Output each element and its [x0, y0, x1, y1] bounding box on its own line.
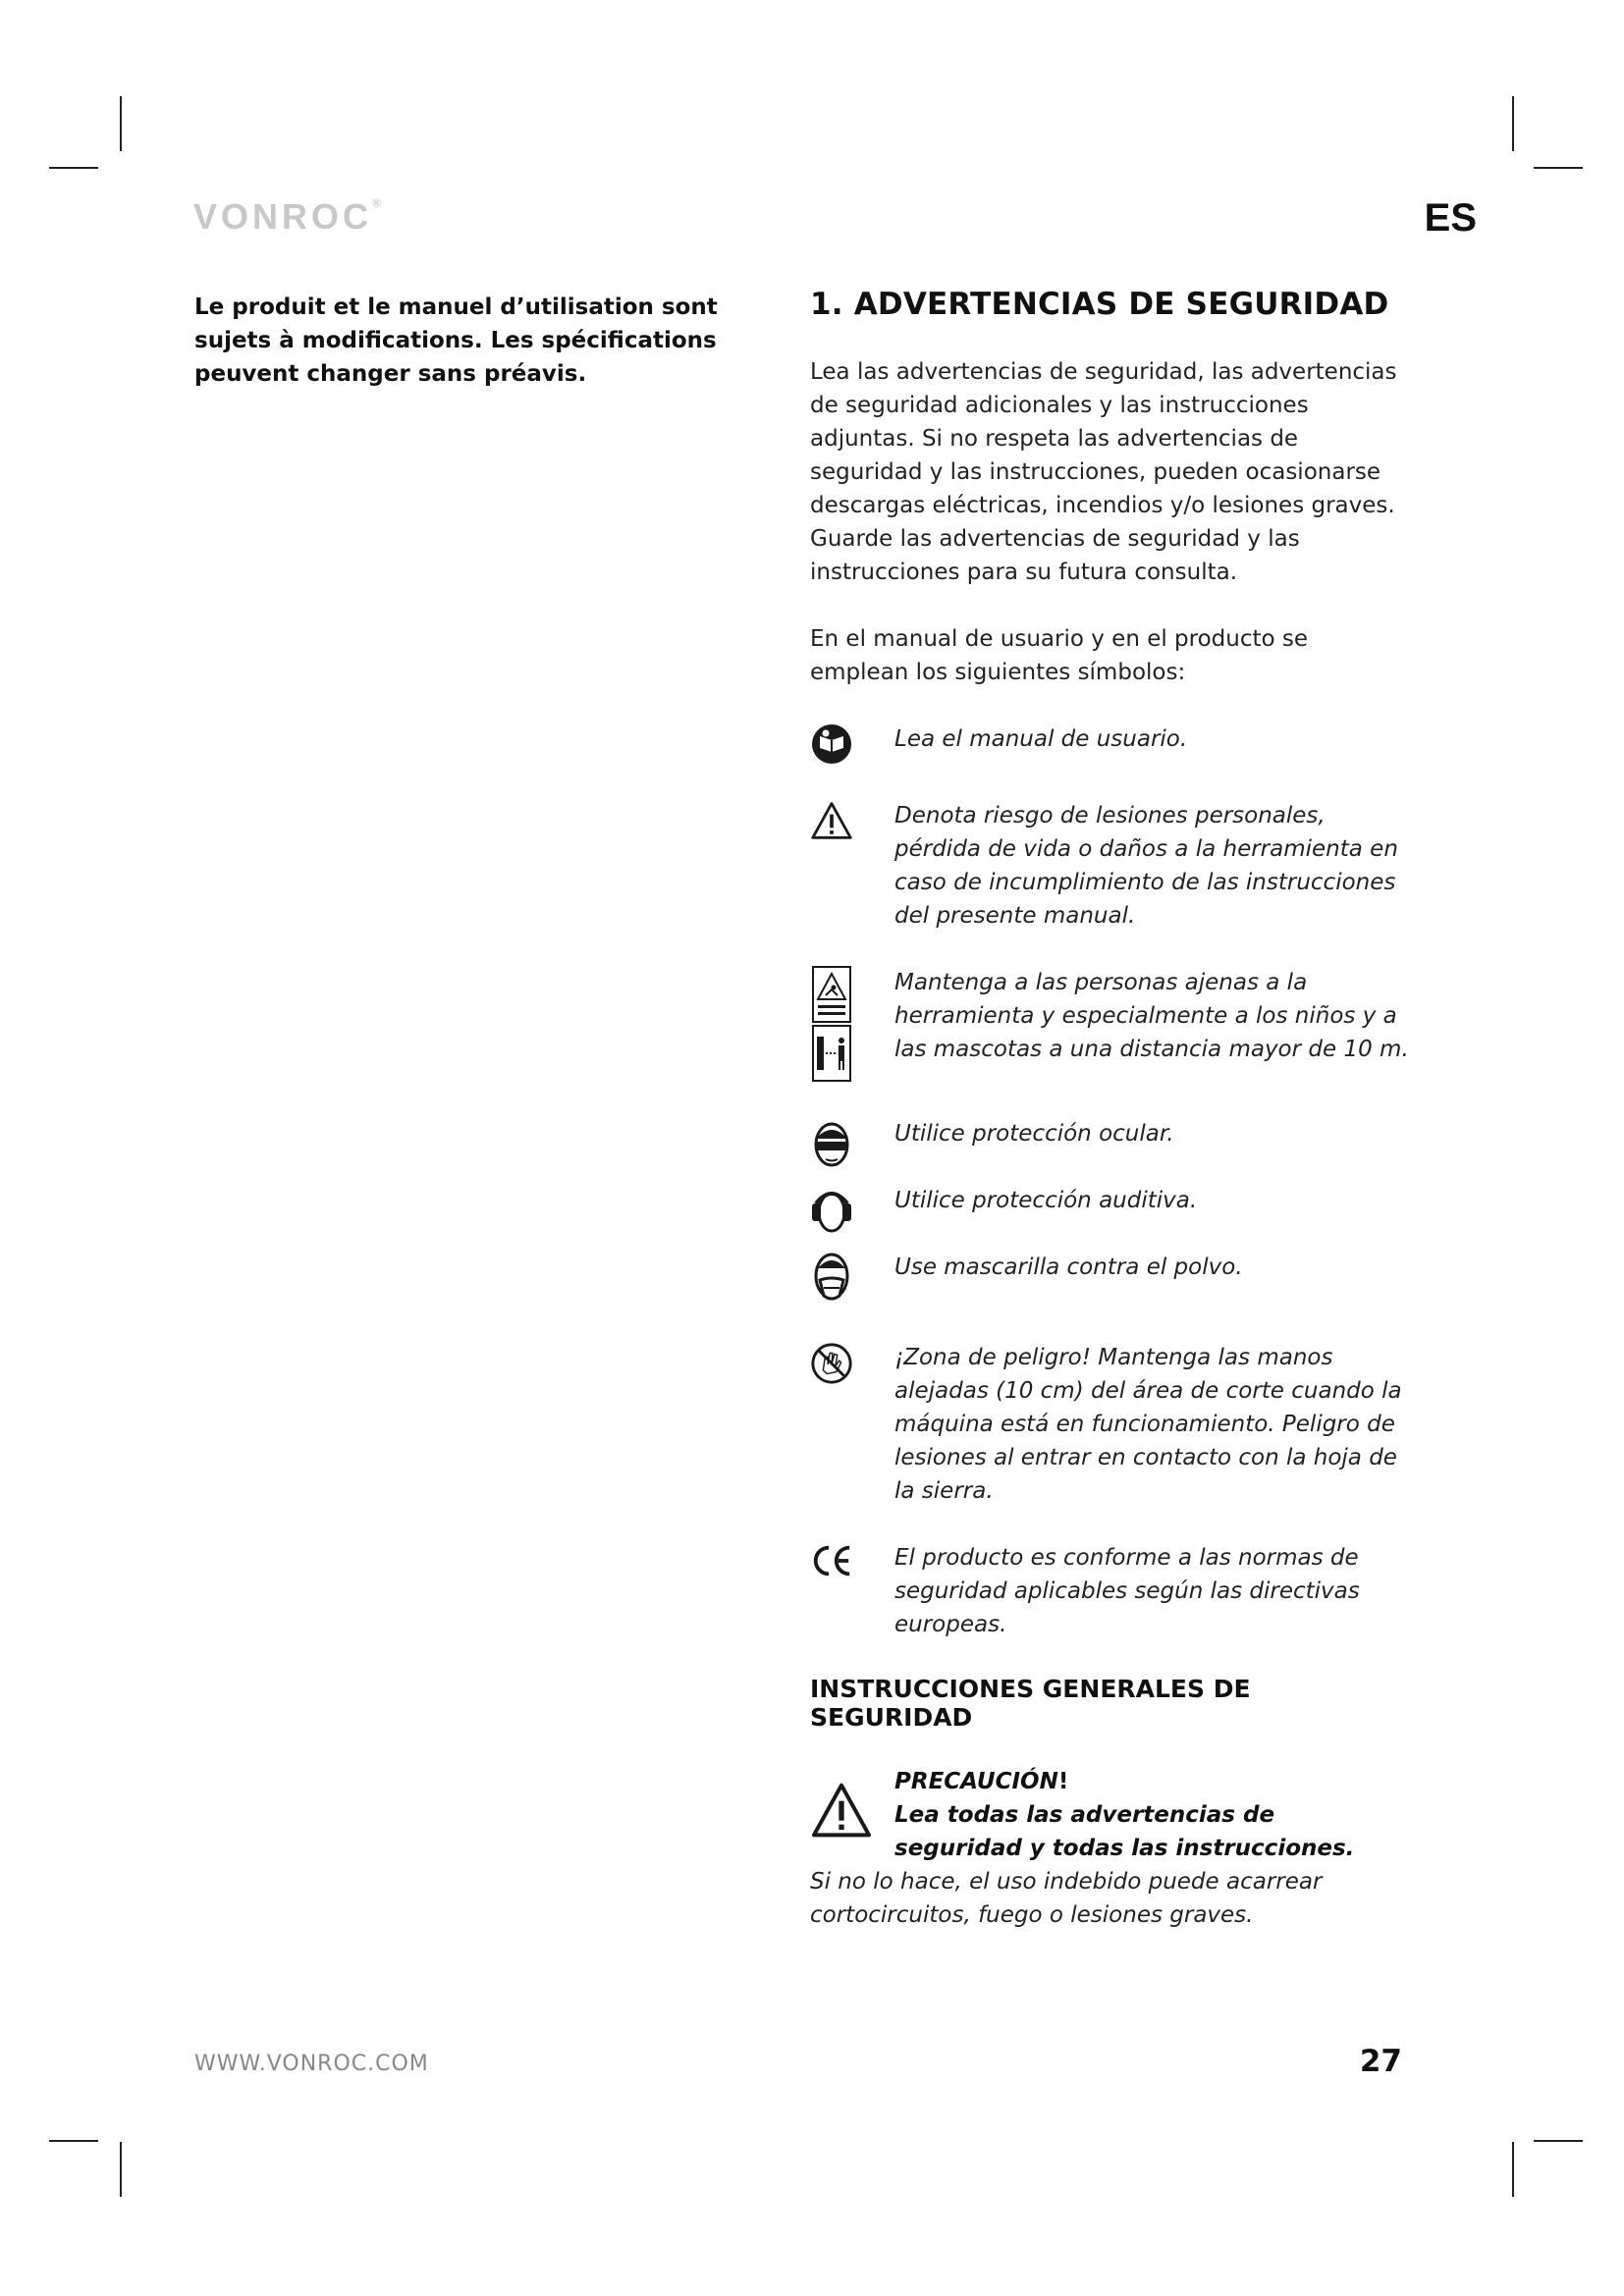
danger-zone-hands-icon: [810, 1341, 853, 1386]
hearing-protection-icon: [810, 1184, 853, 1237]
symbol-row: [810, 1117, 1409, 1170]
symbol-row: [810, 1184, 1409, 1237]
symbol-description: Utilice protección auditiva.: [894, 1188, 1198, 1213]
warning-triangle-icon: [810, 1781, 873, 1840]
symbol-row: [810, 1341, 1409, 1508]
symbol-row: [810, 799, 1409, 933]
general-safety-heading: INSTRUCCIONES GENERALES DE SEGURIDAD: [810, 1675, 1251, 1732]
warning-triangle-icon: [810, 799, 853, 842]
symbols-intro: En el manual de usuario y en el producto se emplean los siguientes símbolos:: [810, 626, 1309, 685]
symbol-row: [810, 1251, 1409, 1308]
section-title: 1. ADVERTENCIAS DE SEGURIDAD: [810, 287, 1389, 322]
crop-mark: [1512, 2142, 1514, 2197]
intro-paragraph: Lea las advertencias de seguridad, las advertencias de seguridad adicionales y las instrucciones adjuntas. Si no respeta las advertencias de seguridad y las instrucciones, pueden ocasionarse descargas eléctricas, incendios y/o lesiones graves. Guarde las advertencias de seguridad y las instrucciones para su futura consulta.: [810, 359, 1397, 585]
modification-notice: Le produit et le manuel d’utilisation sont sujets à modifications. Les spécifications peuvent changer sans préavis.: [194, 294, 718, 387]
safety-section: [810, 287, 1409, 1932]
symbol-description: Use mascarilla contra el polvo.: [894, 1255, 1243, 1280]
symbol-row: [810, 1541, 1409, 1641]
caution-label: PRECAUCIÓN: [894, 1769, 1058, 1794]
crop-mark: [1534, 2140, 1583, 2142]
caution-text: Si no lo hace, el uso indebido puede acarrear cortocircuitos, fuego o lesiones graves.: [810, 1869, 1323, 1928]
symbol-row: [810, 966, 1409, 1084]
caution-bold-line: [810, 1798, 1409, 1865]
caution-bold: Lea todas las advertencias de seguridad y todas las instrucciones.: [894, 1802, 1355, 1861]
symbol-description: Mantenga a las personas ajenas a la herramienta y especialmente a los niños y a las mascotas a una distancia mayor de 10 m.: [894, 970, 1409, 1062]
crop-mark: [1534, 167, 1583, 169]
keep-bystanders-away-icon: [810, 966, 853, 1084]
symbol-row: [810, 722, 1409, 766]
crop-mark: [1512, 96, 1514, 151]
caution-label-line: PRECAUCIÓN!: [894, 1769, 1069, 1794]
language-code: ES: [1424, 196, 1477, 240]
page-number: 27: [1359, 2044, 1402, 2079]
symbol-description: Lea el manual de usuario.: [894, 726, 1188, 752]
symbol-description: Utilice protección ocular.: [894, 1121, 1174, 1147]
symbol-description: Denota riesgo de lesiones personales, pérdida de vida o daños a la herramienta en caso de incumplimiento de las instrucciones del presente manual.: [894, 803, 1398, 929]
crop-mark: [120, 2142, 122, 2197]
brand-logo: VONROC®: [193, 196, 381, 237]
read-manual-icon: [810, 722, 853, 766]
crop-mark: [49, 167, 98, 169]
symbol-description: ¡Zona de peligro! Mantenga las manos alejadas (10 cm) del área de corte cuando la máquina está en funcionamiento. Peligro de lesiones al entrar en contacto con la hoja de la sierra.: [894, 1345, 1402, 1504]
ce-mark-icon: [810, 1541, 853, 1580]
caution-block: [810, 1765, 1409, 1932]
eye-protection-icon: [810, 1117, 853, 1170]
symbol-description: El producto es conforme a las normas de seguridad aplicables según las directivas europeas.: [894, 1545, 1360, 1637]
footer-url: WWW.VONROC.COM: [194, 2052, 429, 2076]
crop-mark: [120, 96, 122, 151]
crop-mark: [49, 2140, 98, 2142]
dust-mask-icon: [810, 1251, 853, 1308]
